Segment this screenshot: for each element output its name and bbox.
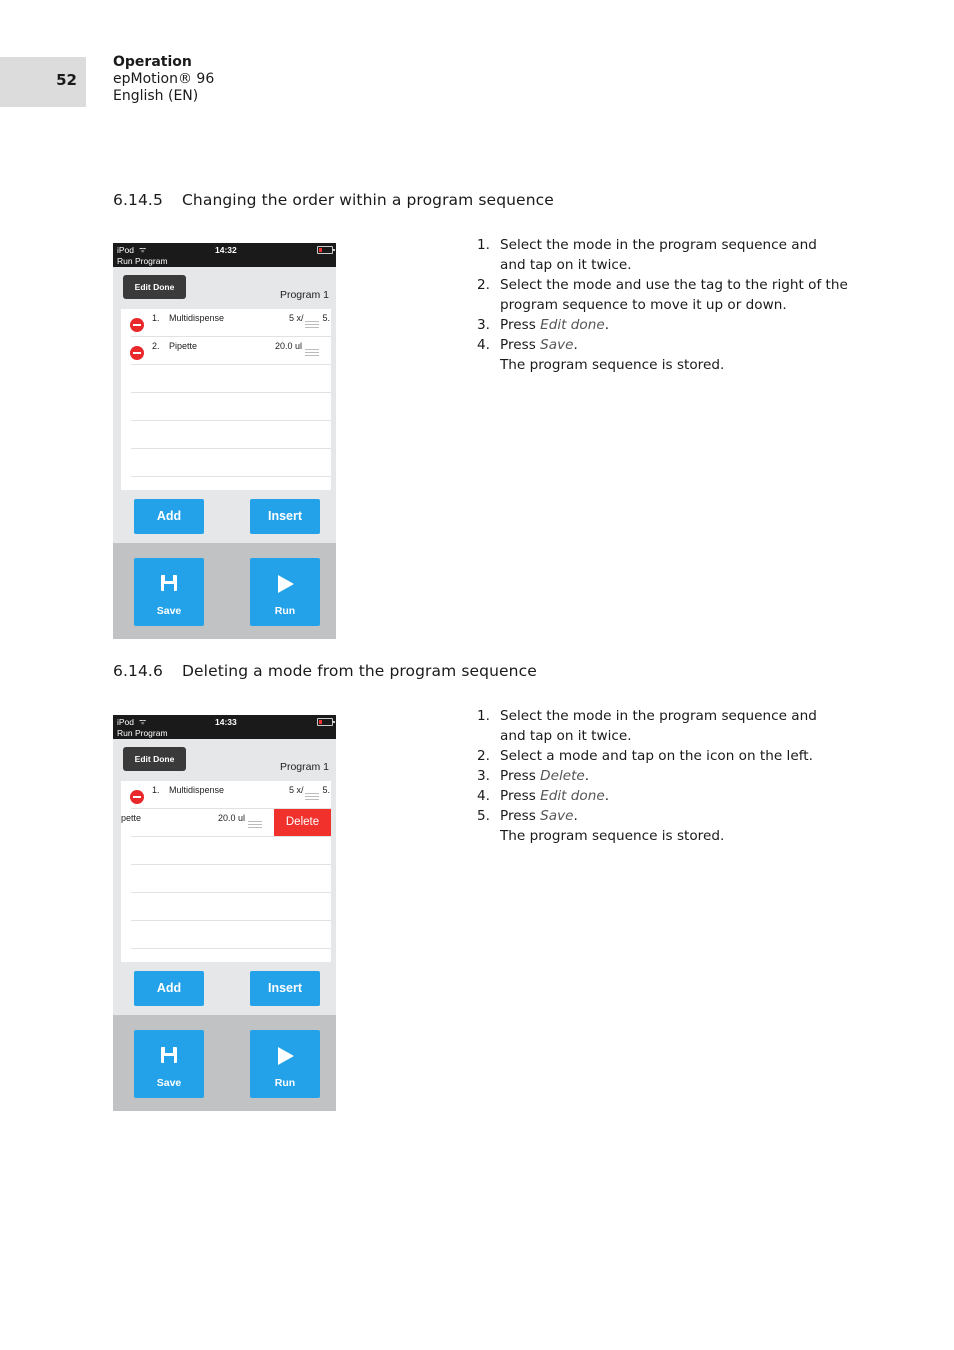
play-icon (278, 575, 294, 593)
wifi-icon: ᯤ (139, 245, 147, 254)
minus-icon[interactable] (130, 346, 144, 360)
list-item[interactable] (121, 337, 331, 364)
step-text: . (573, 808, 578, 824)
step-text: . (604, 788, 610, 804)
drag-handle-icon[interactable] (305, 349, 319, 356)
step-item (477, 766, 877, 786)
carrier-label: iPod (117, 717, 135, 727)
step-item (477, 786, 877, 806)
step-number: 3. (477, 317, 490, 333)
page-number: 52 (56, 71, 77, 89)
section-number: 6.14.6 (113, 662, 163, 680)
run-button[interactable] (250, 1030, 320, 1098)
step-text: . (604, 317, 610, 333)
section-heading: Deleting a mode from the program sequence (182, 662, 537, 680)
step-item (477, 315, 877, 335)
save-label: Save (156, 1077, 182, 1089)
drag-handle-icon[interactable] (305, 321, 319, 328)
save-icon (161, 1047, 177, 1063)
step-item (477, 235, 877, 275)
save-label: Save (156, 605, 182, 617)
running-header (113, 54, 214, 105)
battery-icon (317, 718, 333, 726)
clock: 14:32 (215, 245, 237, 255)
step-text: and tap on it twice. (500, 257, 632, 273)
step-number: 1. (477, 708, 490, 724)
step-text: program sequence to move it up or down. (500, 297, 787, 313)
header-language: English (EN) (113, 88, 199, 104)
drag-handle-icon[interactable] (305, 793, 319, 800)
list-item[interactable] (121, 309, 331, 336)
step-item (477, 706, 877, 746)
step-result: The program sequence is stored. (500, 357, 725, 373)
item-mode: Multidispense (169, 313, 225, 323)
step-number: 4. (477, 337, 490, 353)
step-result: The program sequence is stored. (500, 828, 725, 844)
run-button[interactable] (250, 558, 320, 626)
step-ui-term: Save (540, 808, 574, 824)
phone-screenshot-delete (113, 715, 336, 1111)
step-number: 1. (477, 237, 490, 253)
delete-button[interactable]: Delete (274, 809, 331, 836)
steps-delete (477, 706, 877, 846)
item-value: 5 x/ (289, 785, 304, 795)
step-number: 4. (477, 788, 490, 804)
program-list (121, 781, 331, 962)
program-name: Program 1 (279, 289, 329, 301)
program-list (121, 309, 331, 490)
carrier-label: iPod (117, 245, 135, 255)
insert-button[interactable]: Insert (250, 499, 320, 534)
step-text: Select the mode in the program sequence and (500, 237, 817, 253)
step-number: 2. (477, 277, 490, 293)
step-text: Press (500, 788, 541, 804)
step-item (477, 746, 877, 766)
step-text: . (573, 337, 578, 353)
item-mode: Multidispense (169, 785, 225, 795)
step-ui-term: Edit done (540, 788, 605, 804)
add-button[interactable]: Add (134, 499, 204, 534)
step-ui-term: Edit done (540, 317, 605, 333)
item-value: 20.0 ul (275, 341, 303, 351)
add-button[interactable]: Add (134, 971, 204, 1006)
item-value: 20.0 ul (218, 813, 246, 823)
save-button[interactable] (134, 558, 204, 626)
step-number: 5. (477, 808, 490, 824)
drag-handle-icon[interactable] (248, 821, 262, 828)
step-item (477, 275, 877, 315)
program-name: Program 1 (279, 761, 329, 773)
step-text: Select a mode and tap on the icon on the left. (500, 748, 813, 764)
header-product: epMotion® 96 (113, 71, 215, 87)
step-item (477, 806, 877, 846)
section-title-6-14-5 (113, 191, 554, 209)
section-title-6-14-6 (113, 662, 537, 680)
item-mode: pette (121, 813, 142, 823)
item-index: 2. (152, 341, 160, 351)
step-text: Select the mode and use the tag to the right of the (500, 277, 848, 293)
screen-title: Run Program (117, 256, 168, 266)
insert-button[interactable]: Insert (250, 971, 320, 1006)
section-heading: Changing the order within a program sequence (182, 191, 554, 209)
step-text: Press (500, 337, 541, 353)
step-text: Select the mode in the program sequence and (500, 708, 817, 724)
item-index: 1. (152, 313, 160, 323)
clock: 14:33 (215, 717, 237, 727)
step-text: Press (500, 768, 541, 784)
step-ui-term: Delete (540, 768, 585, 784)
section-number: 6.14.5 (113, 191, 163, 209)
step-text: and tap on it twice. (500, 728, 632, 744)
step-item (477, 335, 877, 375)
step-number: 2. (477, 748, 490, 764)
play-icon (278, 1047, 294, 1065)
run-label: Run (274, 605, 296, 617)
minus-icon[interactable] (130, 318, 144, 332)
item-value: 5 x/ (289, 313, 304, 323)
minus-icon[interactable] (130, 790, 144, 804)
list-item[interactable] (121, 809, 331, 836)
item-index: 1. (152, 785, 160, 795)
step-text: Press (500, 317, 541, 333)
edit-done-button[interactable]: Edit Done (123, 747, 186, 771)
edit-done-button[interactable]: Edit Done (123, 275, 186, 299)
step-text: Press (500, 808, 541, 824)
step-text: . (584, 768, 590, 784)
steps-reorder (477, 235, 877, 375)
step-number: 3. (477, 768, 490, 784)
save-icon (161, 575, 177, 591)
phone-screenshot-reorder (113, 243, 336, 639)
battery-icon (317, 246, 333, 254)
status-bar (113, 715, 336, 739)
run-label: Run (274, 1077, 296, 1089)
item-mode: Pipette (169, 341, 198, 351)
screen-title: Run Program (117, 728, 168, 738)
step-ui-term: Save (540, 337, 574, 353)
page-tab (0, 57, 86, 107)
status-bar (113, 243, 336, 267)
header-section: Operation (113, 54, 192, 70)
wifi-icon: ᯤ (139, 717, 147, 726)
item-extra: 5. (322, 313, 330, 323)
item-extra: 5. (322, 785, 330, 795)
save-button[interactable] (134, 1030, 204, 1098)
list-item[interactable] (121, 781, 331, 808)
